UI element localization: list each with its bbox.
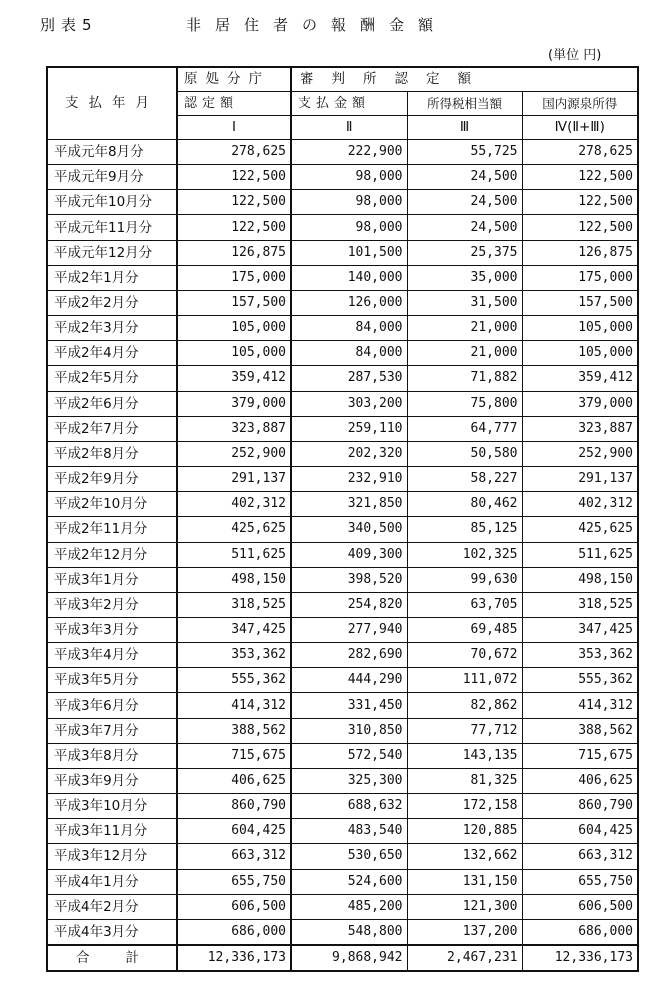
document-title: 非居住者の報酬金額 (186, 16, 448, 34)
row-month: 平成元年8月分 (47, 140, 177, 165)
row-domestic-amount: 663,312 (522, 844, 638, 869)
row-tax-amount: 102,325 (407, 542, 522, 567)
row-domestic-amount: 105,000 (522, 341, 638, 366)
annex-label: 別表5 (40, 16, 98, 34)
row-original-amount: 604,425 (177, 819, 291, 844)
header-domestic-income: 国内源泉所得 (522, 92, 638, 116)
row-paid-amount: 98,000 (291, 165, 407, 190)
row-paid-amount: 331,450 (291, 693, 407, 718)
table-row (47, 366, 638, 391)
row-original-amount: 126,875 (177, 240, 291, 265)
row-tax-amount: 85,125 (407, 517, 522, 542)
row-paid-amount: 222,900 (291, 140, 407, 165)
row-tax-amount: 69,485 (407, 617, 522, 642)
row-domestic-amount: 604,425 (522, 819, 638, 844)
row-tax-amount: 31,500 (407, 290, 522, 315)
row-domestic-amount: 126,875 (522, 240, 638, 265)
row-domestic-amount: 318,525 (522, 592, 638, 617)
row-paid-amount: 325,300 (291, 768, 407, 793)
row-month: 平成3年5月分 (47, 668, 177, 693)
row-month: 平成元年10月分 (47, 190, 177, 215)
row-domestic-amount: 105,000 (522, 316, 638, 341)
row-month: 平成3年1月分 (47, 567, 177, 592)
row-tax-amount: 63,705 (407, 592, 522, 617)
row-domestic-amount: 122,500 (522, 165, 638, 190)
row-domestic-amount: 498,150 (522, 567, 638, 592)
row-month: 平成2年11月分 (47, 517, 177, 542)
row-month: 平成4年2月分 (47, 894, 177, 919)
row-domestic-amount: 606,500 (522, 894, 638, 919)
row-original-amount: 388,562 (177, 718, 291, 743)
row-paid-amount: 277,940 (291, 617, 407, 642)
table-row (47, 718, 638, 743)
row-paid-amount: 303,200 (291, 391, 407, 416)
table-row (47, 265, 638, 290)
row-domestic-amount: 252,900 (522, 441, 638, 466)
row-domestic-amount: 425,625 (522, 517, 638, 542)
header-tribunal: 審判所認定額 (291, 67, 638, 92)
row-month: 平成3年4月分 (47, 643, 177, 668)
row-domestic-amount: 353,362 (522, 643, 638, 668)
table-row (47, 869, 638, 894)
row-month: 平成2年2月分 (47, 290, 177, 315)
table-row (47, 819, 638, 844)
row-domestic-amount: 655,750 (522, 869, 638, 894)
row-original-amount: 555,362 (177, 668, 291, 693)
row-tax-amount: 132,662 (407, 844, 522, 869)
row-paid-amount: 259,110 (291, 416, 407, 441)
table-row (47, 140, 638, 165)
row-original-amount: 175,000 (177, 265, 291, 290)
table-row (47, 668, 638, 693)
row-domestic-amount: 402,312 (522, 492, 638, 517)
row-original-amount: 511,625 (177, 542, 291, 567)
row-month: 平成4年3月分 (47, 919, 177, 945)
row-domestic-amount: 175,000 (522, 265, 638, 290)
row-tax-amount: 77,712 (407, 718, 522, 743)
row-tax-amount: 121,300 (407, 894, 522, 919)
row-paid-amount: 202,320 (291, 441, 407, 466)
row-tax-amount: 64,777 (407, 416, 522, 441)
header-original-line1: 原処分庁 (177, 67, 291, 92)
row-month: 平成2年5月分 (47, 366, 177, 391)
row-domestic-amount: 323,887 (522, 416, 638, 441)
row-tax-amount: 111,072 (407, 668, 522, 693)
row-original-amount: 402,312 (177, 492, 291, 517)
row-domestic-amount: 511,625 (522, 542, 638, 567)
table-row (47, 693, 638, 718)
row-month: 平成3年7月分 (47, 718, 177, 743)
row-original-amount: 663,312 (177, 844, 291, 869)
row-paid-amount: 688,632 (291, 794, 407, 819)
remuneration-table (46, 66, 639, 972)
row-month: 平成2年4月分 (47, 341, 177, 366)
table-row (47, 441, 638, 466)
row-tax-amount: 99,630 (407, 567, 522, 592)
row-month: 平成3年6月分 (47, 693, 177, 718)
row-original-amount: 157,500 (177, 290, 291, 315)
row-tax-amount: 70,672 (407, 643, 522, 668)
table-row (47, 165, 638, 190)
row-tax-amount: 131,150 (407, 869, 522, 894)
row-tax-amount: 71,882 (407, 366, 522, 391)
row-paid-amount: 398,520 (291, 567, 407, 592)
row-domestic-amount: 379,000 (522, 391, 638, 416)
table-row (47, 768, 638, 793)
row-domestic-amount: 388,562 (522, 718, 638, 743)
total-row (47, 945, 638, 971)
row-original-amount: 105,000 (177, 341, 291, 366)
row-domestic-amount: 157,500 (522, 290, 638, 315)
row-paid-amount: 483,540 (291, 819, 407, 844)
total-label: 合計 (47, 945, 177, 971)
row-tax-amount: 24,500 (407, 215, 522, 240)
header-paid-amount: 支払金額 (291, 92, 407, 116)
header-roman-1: Ⅰ (177, 116, 291, 140)
table-row (47, 215, 638, 240)
row-tax-amount: 24,500 (407, 165, 522, 190)
row-original-amount: 715,675 (177, 743, 291, 768)
row-month: 平成2年3月分 (47, 316, 177, 341)
row-domestic-amount: 686,000 (522, 919, 638, 945)
table-row (47, 467, 638, 492)
table-row (47, 844, 638, 869)
row-paid-amount: 530,650 (291, 844, 407, 869)
row-month: 平成3年2月分 (47, 592, 177, 617)
row-tax-amount: 25,375 (407, 240, 522, 265)
row-paid-amount: 321,850 (291, 492, 407, 517)
row-month: 平成3年12月分 (47, 844, 177, 869)
table-row (47, 517, 638, 542)
row-month: 平成2年12月分 (47, 542, 177, 567)
row-paid-amount: 140,000 (291, 265, 407, 290)
total-paid-amount: 9,868,942 (291, 945, 407, 971)
row-original-amount: 606,500 (177, 894, 291, 919)
row-original-amount: 655,750 (177, 869, 291, 894)
table-row (47, 190, 638, 215)
row-domestic-amount: 122,500 (522, 190, 638, 215)
row-domestic-amount: 291,137 (522, 467, 638, 492)
row-original-amount: 414,312 (177, 693, 291, 718)
unit-note: (単位 円) (548, 48, 602, 63)
row-month: 平成3年10月分 (47, 794, 177, 819)
row-paid-amount: 409,300 (291, 542, 407, 567)
table-row (47, 643, 638, 668)
row-month: 平成元年9月分 (47, 165, 177, 190)
row-original-amount: 686,000 (177, 919, 291, 945)
table-row (47, 617, 638, 642)
row-month: 平成元年11月分 (47, 215, 177, 240)
table-row (47, 290, 638, 315)
table-row (47, 567, 638, 592)
header-roman-3: Ⅲ (407, 116, 522, 140)
table-row (47, 592, 638, 617)
row-domestic-amount: 347,425 (522, 617, 638, 642)
row-original-amount: 318,525 (177, 592, 291, 617)
row-tax-amount: 82,862 (407, 693, 522, 718)
table-row (47, 416, 638, 441)
row-original-amount: 359,412 (177, 366, 291, 391)
row-month: 平成3年11月分 (47, 819, 177, 844)
row-month: 平成3年8月分 (47, 743, 177, 768)
row-domestic-amount: 414,312 (522, 693, 638, 718)
row-paid-amount: 485,200 (291, 894, 407, 919)
row-paid-amount: 232,910 (291, 467, 407, 492)
row-original-amount: 122,500 (177, 190, 291, 215)
row-month: 平成2年8月分 (47, 441, 177, 466)
row-month: 平成3年3月分 (47, 617, 177, 642)
row-paid-amount: 340,500 (291, 517, 407, 542)
row-paid-amount: 254,820 (291, 592, 407, 617)
table-row (47, 542, 638, 567)
row-paid-amount: 287,530 (291, 366, 407, 391)
row-domestic-amount: 122,500 (522, 215, 638, 240)
row-domestic-amount: 715,675 (522, 743, 638, 768)
row-paid-amount: 282,690 (291, 643, 407, 668)
row-domestic-amount: 860,790 (522, 794, 638, 819)
header-tax-amount: 所得税相当額 (407, 92, 522, 116)
header-original-line2: 認定額 (177, 92, 291, 116)
table-row (47, 391, 638, 416)
row-domestic-amount: 406,625 (522, 768, 638, 793)
row-original-amount: 406,625 (177, 768, 291, 793)
row-month: 平成元年12月分 (47, 240, 177, 265)
row-month: 平成2年1月分 (47, 265, 177, 290)
table-row (47, 743, 638, 768)
row-original-amount: 122,500 (177, 165, 291, 190)
row-tax-amount: 21,000 (407, 341, 522, 366)
row-original-amount: 379,000 (177, 391, 291, 416)
header-roman-4: Ⅳ(Ⅱ+Ⅲ) (522, 116, 638, 140)
table-row (47, 341, 638, 366)
row-original-amount: 353,362 (177, 643, 291, 668)
row-original-amount: 252,900 (177, 441, 291, 466)
table-row (47, 919, 638, 945)
header-roman-2: Ⅱ (291, 116, 407, 140)
table-row (47, 240, 638, 265)
row-tax-amount: 143,135 (407, 743, 522, 768)
row-original-amount: 291,137 (177, 467, 291, 492)
row-paid-amount: 98,000 (291, 190, 407, 215)
row-tax-amount: 50,580 (407, 441, 522, 466)
row-paid-amount: 84,000 (291, 341, 407, 366)
total-original-amount: 12,336,173 (177, 945, 291, 971)
row-domestic-amount: 278,625 (522, 140, 638, 165)
row-month: 平成2年7月分 (47, 416, 177, 441)
row-paid-amount: 444,290 (291, 668, 407, 693)
row-tax-amount: 24,500 (407, 190, 522, 215)
row-tax-amount: 80,462 (407, 492, 522, 517)
row-paid-amount: 101,500 (291, 240, 407, 265)
total-domestic-amount: 12,336,173 (522, 945, 638, 971)
row-month: 平成3年9月分 (47, 768, 177, 793)
row-tax-amount: 21,000 (407, 316, 522, 341)
table-row (47, 894, 638, 919)
row-tax-amount: 137,200 (407, 919, 522, 945)
table-row (47, 316, 638, 341)
row-tax-amount: 120,885 (407, 819, 522, 844)
row-paid-amount: 84,000 (291, 316, 407, 341)
table-row (47, 492, 638, 517)
row-domestic-amount: 359,412 (522, 366, 638, 391)
row-original-amount: 105,000 (177, 316, 291, 341)
row-paid-amount: 126,000 (291, 290, 407, 315)
header-payment-month: 支払年月 (47, 67, 177, 140)
row-paid-amount: 98,000 (291, 215, 407, 240)
row-original-amount: 425,625 (177, 517, 291, 542)
row-paid-amount: 548,800 (291, 919, 407, 945)
row-month: 平成2年6月分 (47, 391, 177, 416)
row-original-amount: 323,887 (177, 416, 291, 441)
row-tax-amount: 81,325 (407, 768, 522, 793)
row-tax-amount: 172,158 (407, 794, 522, 819)
row-tax-amount: 55,725 (407, 140, 522, 165)
row-domestic-amount: 555,362 (522, 668, 638, 693)
total-tax-amount: 2,467,231 (407, 945, 522, 971)
row-paid-amount: 310,850 (291, 718, 407, 743)
row-original-amount: 347,425 (177, 617, 291, 642)
row-tax-amount: 35,000 (407, 265, 522, 290)
row-tax-amount: 58,227 (407, 467, 522, 492)
row-original-amount: 278,625 (177, 140, 291, 165)
row-tax-amount: 75,800 (407, 391, 522, 416)
row-month: 平成2年9月分 (47, 467, 177, 492)
table-row (47, 794, 638, 819)
row-original-amount: 498,150 (177, 567, 291, 592)
row-paid-amount: 524,600 (291, 869, 407, 894)
row-paid-amount: 572,540 (291, 743, 407, 768)
row-month: 平成2年10月分 (47, 492, 177, 517)
row-original-amount: 860,790 (177, 794, 291, 819)
row-month: 平成4年1月分 (47, 869, 177, 894)
row-original-amount: 122,500 (177, 215, 291, 240)
